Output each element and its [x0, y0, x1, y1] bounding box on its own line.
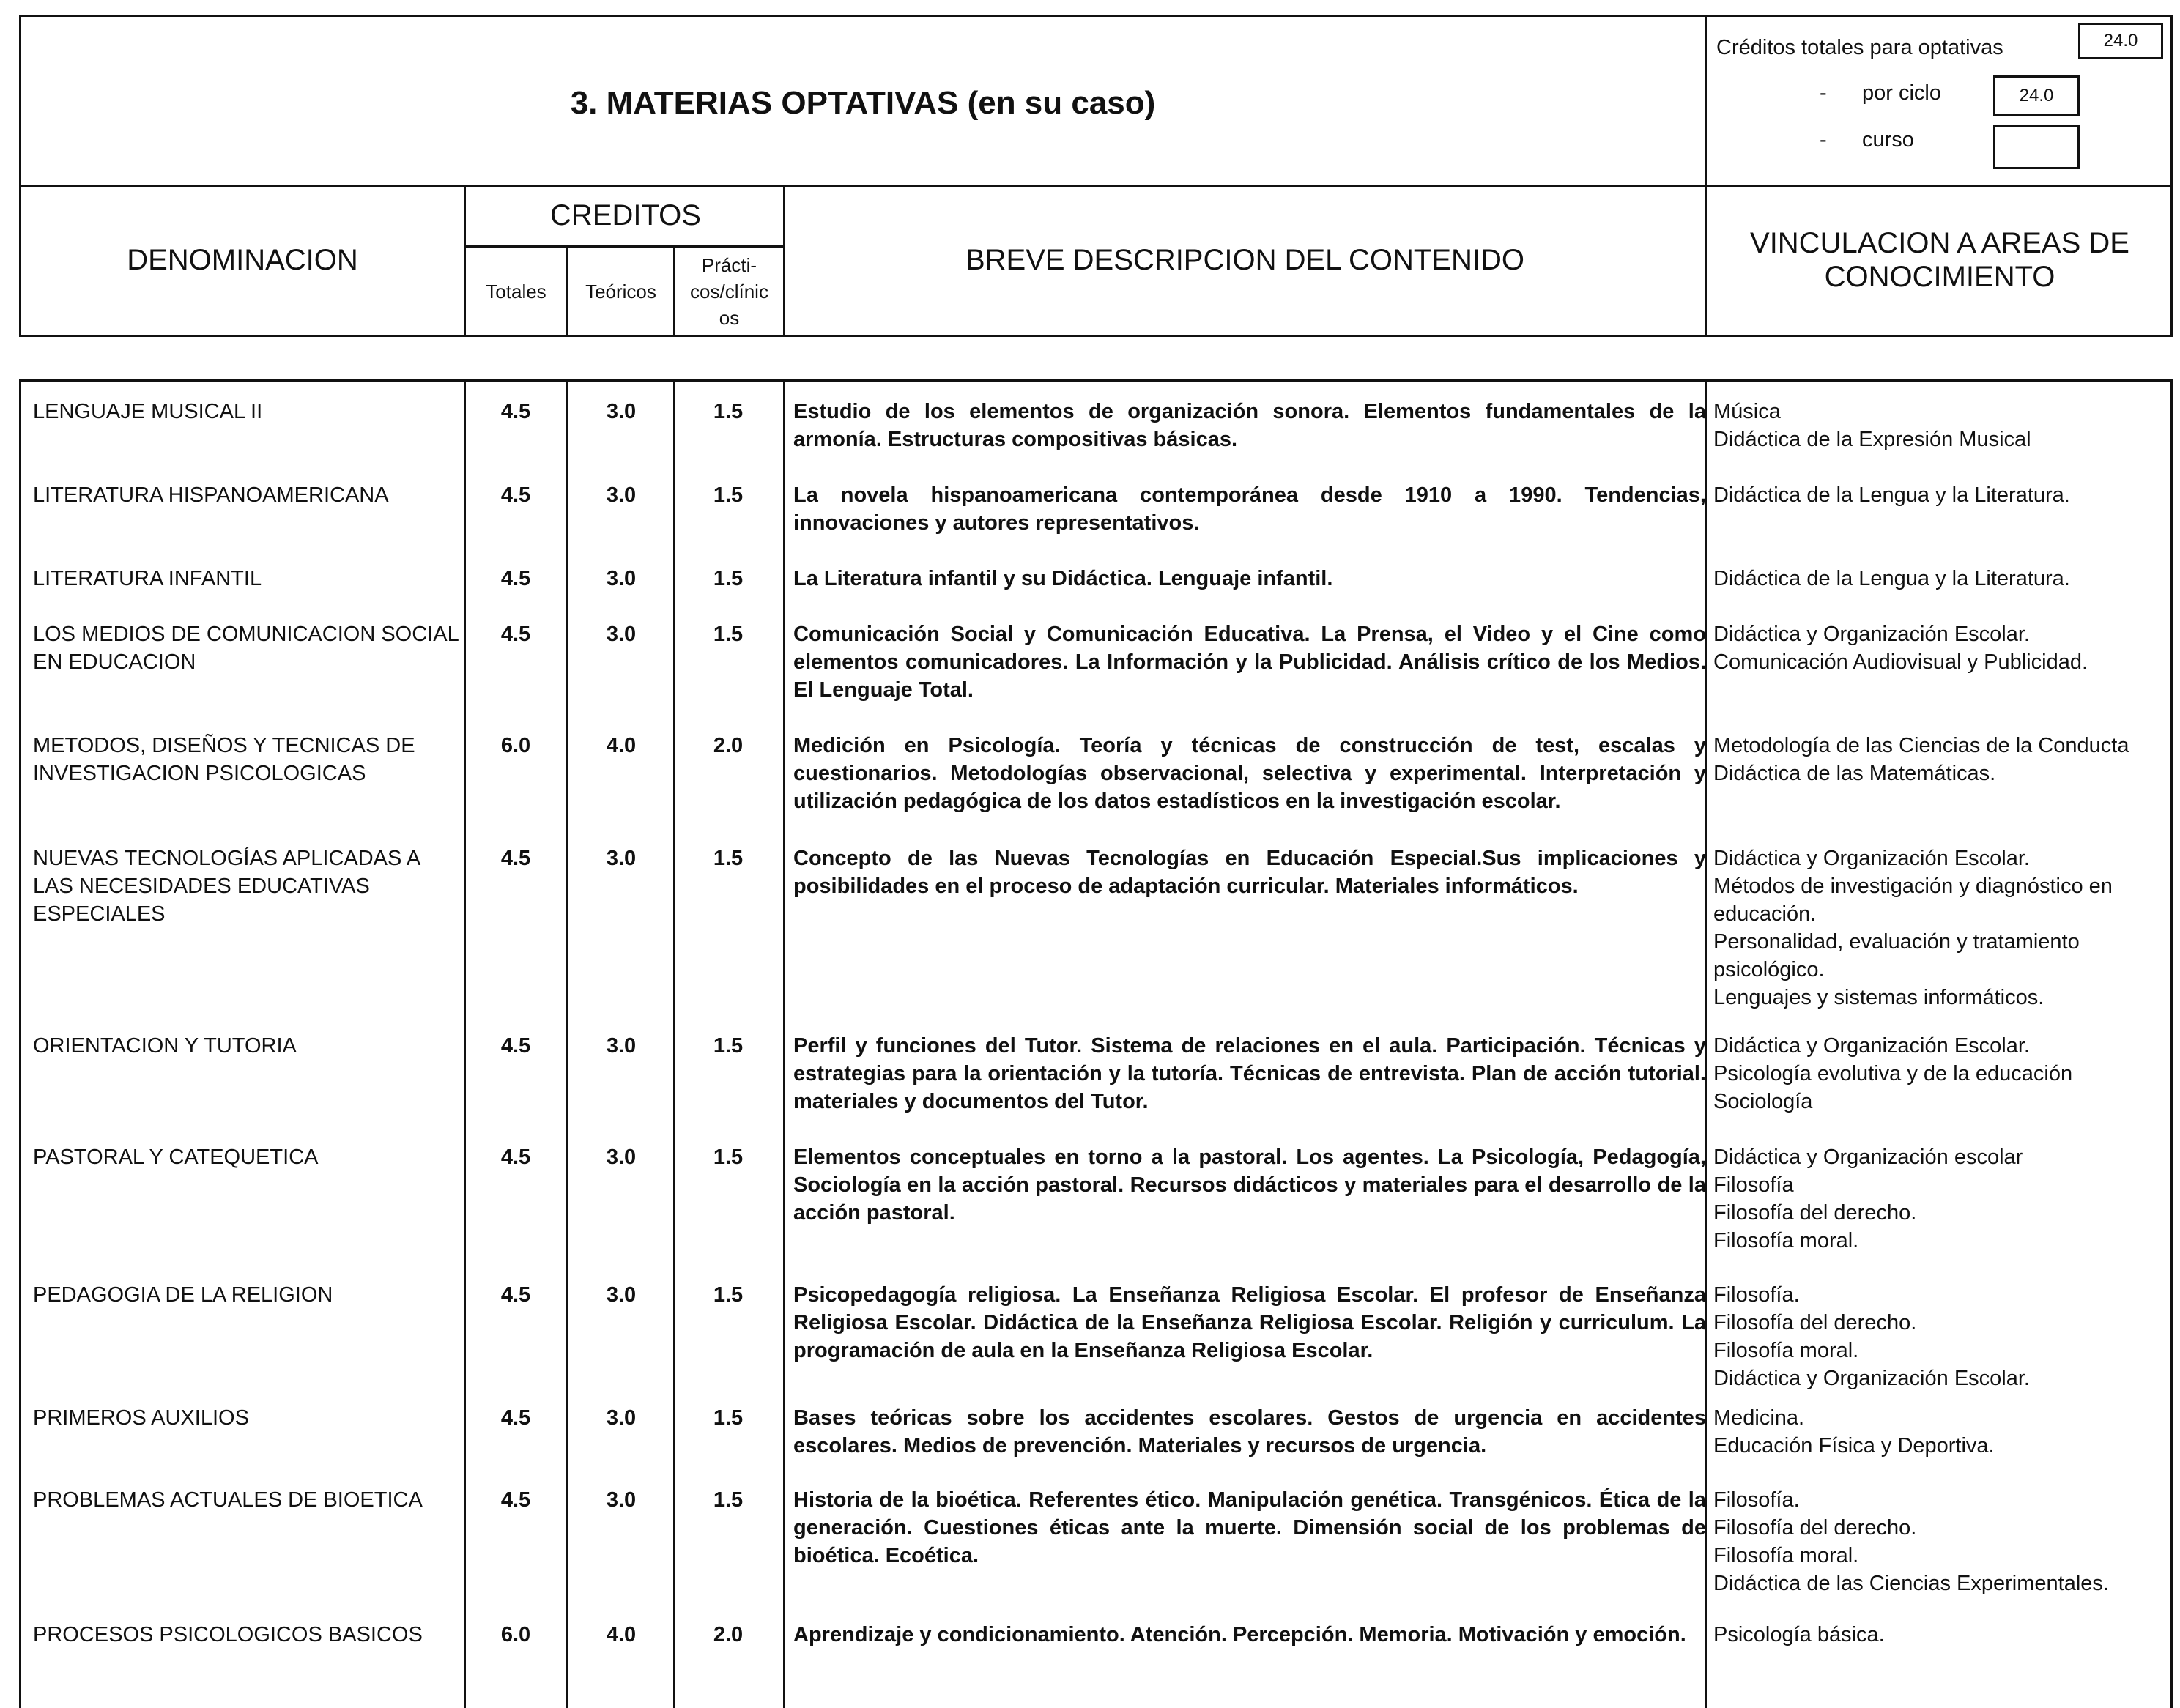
creditos-teoricos: 3.0	[606, 483, 637, 507]
vinculacion-areas	[1713, 565, 2168, 593]
area-item: Metodología de las Ciencias de la Conducta	[1713, 734, 2129, 757]
area-item: Sociología	[1713, 1090, 1813, 1113]
materia-description: La Literatura infantil y su Didáctica. Lenguaje infantil.	[793, 567, 1333, 590]
area-item: Didáctica y Organización Escolar.	[1713, 847, 2030, 870]
area-item: Didáctica de la Expresión Musical	[1713, 428, 2031, 451]
vinculacion-areas	[1713, 1281, 2168, 1392]
area-item: Didáctica de las Ciencias Experimentales.	[1713, 1572, 2109, 1595]
vinculacion-areas	[1713, 1143, 2168, 1255]
materias-table	[19, 379, 2173, 1708]
vinculacion-areas	[1713, 1486, 2168, 1597]
area-item: Didáctica de la Lengua y la Literatura.	[1713, 483, 2070, 507]
area-item: Medicina.	[1713, 1406, 1805, 1430]
creditos-header: CREDITOS	[550, 198, 701, 231]
descripcion-header: BREVE DESCRIPCION DEL CONTENIDO	[965, 243, 1525, 276]
creditos-practicos: 1.5	[713, 1283, 744, 1307]
area-item: Personalidad, evaluación y tratamiento psicológico.	[1713, 930, 2080, 981]
materia-description: Historia de la bioética. Referentes ético. Manipulación genética. Transgénicos. Ética de la generación. Cuestiones éticas ante la muerte. Dimensión social de los problemas de bioética. Ecoética.	[793, 1488, 1706, 1567]
por-ciclo-label: - por ciclo	[1820, 81, 1941, 105]
vinculacion-areas	[1713, 1621, 2168, 1649]
creditos-practicos: 1.5	[713, 567, 744, 590]
creditos-totales: 4.5	[500, 1406, 531, 1430]
creditos-totales: 4.5	[500, 400, 531, 423]
area-item: Música	[1713, 400, 1781, 423]
creditos-teoricos: 3.0	[606, 623, 637, 646]
creditos-practicos: 1.5	[713, 400, 744, 423]
creditos-teoricos: 3.0	[606, 1034, 637, 1058]
creditos-practicos: 1.5	[713, 1146, 744, 1169]
creditos-totales: 4.5	[500, 567, 531, 590]
area-item: Lenguajes y sistemas informáticos.	[1713, 986, 2044, 1009]
vinculacion-areas	[1713, 620, 2168, 676]
vinculacion-areas	[1713, 844, 2168, 1011]
area-item: Filosofía del derecho.	[1713, 1516, 1917, 1540]
materia-description: Concepto de las Nuevas Tecnologías en Educación Especial.Sus implicaciones y posibilidades en el proceso de adaptación curricular. Materiales informáticos.	[793, 847, 1706, 898]
creditos-totales: 4.5	[500, 1034, 531, 1058]
totales-header: Totales	[486, 280, 546, 302]
creditos-teoricos: 4.0	[606, 734, 637, 757]
creditos-totales: 4.5	[500, 483, 531, 507]
creditos-totales: 4.5	[500, 847, 531, 870]
materia-name: PROBLEMAS ACTUALES DE BIOETICA	[33, 1488, 423, 1512]
materia-name: LOS MEDIOS DE COMUNICACION SOCIAL EN EDUCACION	[33, 623, 459, 674]
creditos-practicos: 1.5	[713, 1034, 744, 1058]
area-item: Didáctica y Organización Escolar.	[1713, 1367, 2030, 1390]
col-divider	[783, 382, 785, 1708]
area-item: Psicología evolutiva y de la educación	[1713, 1062, 2073, 1085]
creditos-teoricos: 3.0	[606, 1406, 637, 1430]
area-item: Didáctica de la Lengua y la Literatura.	[1713, 567, 2070, 590]
creditos-practicos: 2.0	[713, 734, 744, 757]
vinculacion-areas	[1713, 1032, 2168, 1115]
teoricos-header: Teóricos	[585, 280, 656, 302]
creditos-totales: 4.5	[500, 1283, 531, 1307]
vinculacion-areas	[1713, 481, 2168, 509]
area-item: Filosofía moral.	[1713, 1544, 1859, 1567]
area-item: Didáctica y Organización Escolar.	[1713, 623, 2030, 646]
materia-name: METODOS, DISEÑOS Y TECNICAS DE INVESTIGACION PSICOLOGICAS	[33, 734, 415, 785]
creditos-totales: 4.5	[500, 1146, 531, 1169]
creditos-practicos: 1.5	[713, 623, 744, 646]
creditos-teoricos: 3.0	[606, 1488, 637, 1512]
area-item: Filosofía.	[1713, 1283, 1800, 1307]
creditos-teoricos: 3.0	[606, 400, 637, 423]
materia-description: Psicopedagogía religiosa. La Enseñanza Religiosa Escolar. El profesor de Enseñanza Religiosa Escolar. Didáctica de la Enseñanza Religiosa Escolar. Religión y curriculum. La programación de aula en la Enseñanza Religiosa Escolar.	[793, 1283, 1706, 1362]
area-item: Filosofía del derecho.	[1713, 1311, 1917, 1334]
area-item: Didáctica y Organización escolar	[1713, 1146, 2023, 1169]
materia-description: Medición en Psicología. Teoría y técnicas de construcción de test, escalas y cuestionarios. Metodologías observacional, selectiva y experimental. Interpretación y utilización pedagógica de los datos estadísticos en la investigación escolar.	[793, 734, 1706, 813]
materia-description: Aprendizaje y condicionamiento. Atención. Percepción. Memoria. Motivación y emoción.	[793, 1623, 1686, 1646]
vinculacion-header: VINCULACION A AREAS DE CONOCIMIENTO	[1750, 227, 2129, 293]
materia-description: Comunicación Social y Comunicación Educativa. La Prensa, el Video y el Cine como elementos comunicadores. La Información y la Publicidad. Análisis crítico de los Medios. El Lenguaje Total.	[793, 623, 1706, 702]
creditos-totales-label: Créditos totales para optativas	[1716, 36, 2003, 59]
area-item: Filosofía.	[1713, 1488, 1800, 1512]
materia-name: LENGUAJE MUSICAL II	[33, 400, 263, 423]
col-divider	[673, 382, 675, 1708]
denominacion-header: DENOMINACION	[127, 243, 358, 276]
materia-description: Bases teóricas sobre los accidentes escolares. Gestos de urgencia en accidentes escolares. Medios de prevención. Materiales y recursos de urgencia.	[793, 1406, 1706, 1458]
por-ciclo-box: 24.0	[1993, 75, 2080, 116]
creditos-practicos: 1.5	[713, 1406, 744, 1430]
creditos-teoricos: 3.0	[606, 1283, 637, 1307]
creditos-teoricos: 3.0	[606, 567, 637, 590]
area-item: Filosofía del derecho.	[1713, 1201, 1917, 1225]
area-item: Didáctica y Organización Escolar.	[1713, 1034, 2030, 1058]
curso-label: - curso	[1820, 128, 1914, 152]
area-item: Filosofía moral.	[1713, 1339, 1859, 1362]
materia-description: La novela hispanoamericana contemporánea desde 1910 a 1990. Tendencias, innovaciones y autores representativos.	[793, 483, 1706, 535]
area-item: Métodos de investigación y diagnóstico en educación.	[1713, 875, 2113, 926]
creditos-practicos: 1.5	[713, 847, 744, 870]
materia-description: Estudio de los elementos de organización sonora. Elementos fundamentales de la armonía. Estructuras compositivas básicas.	[793, 400, 1706, 451]
creditos-practicos: 2.0	[713, 1623, 744, 1646]
materia-name: LITERATURA HISPANOAMERICANA	[33, 483, 389, 507]
materia-name: PASTORAL Y CATEQUETICA	[33, 1146, 319, 1169]
vinculacion-areas	[1713, 398, 2168, 453]
area-item: Psicología básica.	[1713, 1623, 1885, 1646]
area-item: Comunicación Audiovisual y Publicidad.	[1713, 650, 2088, 674]
curso-box	[1993, 125, 2080, 169]
materia-name: PEDAGOGIA DE LA RELIGION	[33, 1283, 333, 1307]
creditos-totales: 4.5	[500, 623, 531, 646]
header-box	[19, 15, 2173, 337]
materia-description: Perfil y funciones del Tutor. Sistema de relaciones en el aula. Participación. Técnicas y estrategias para la orientación y la tutoría. Técnicas de entrevista. Plan de acción tutorial. materiales y documentos del Tutor.	[793, 1034, 1706, 1113]
col-divider	[566, 382, 568, 1708]
area-item: Filosofía	[1713, 1173, 1794, 1197]
page-title: 3. MATERIAS OPTATIVAS (en su caso)	[570, 85, 1156, 121]
materia-name: LITERATURA INFANTIL	[33, 567, 262, 590]
creditos-practicos: 1.5	[713, 1488, 744, 1512]
materia-description: Elementos conceptuales en torno a la pastoral. Los agentes. La Psicología, Pedagogía, Sociología en la acción pastoral. Recursos didácticos y materiales para el desarrollo de la acción pastoral.	[793, 1146, 1706, 1225]
materia-name: NUEVAS TECNOLOGÍAS APLICADAS A LAS NECESIDADES EDUCATIVAS ESPECIALES	[33, 847, 420, 926]
creditos-teoricos: 4.0	[606, 1623, 637, 1646]
creditos-totales: 6.0	[500, 734, 531, 757]
vinculacion-areas	[1713, 732, 2168, 787]
creditos-practicos: 1.5	[713, 483, 744, 507]
creditos-teoricos: 3.0	[606, 1146, 637, 1169]
materia-name: PRIMEROS AUXILIOS	[33, 1406, 249, 1430]
creditos-totales-box: 24.0	[2078, 23, 2163, 59]
vinculacion-areas	[1713, 1404, 2168, 1460]
materia-name: PROCESOS PSICOLOGICOS BASICOS	[33, 1623, 423, 1646]
area-item: Didáctica de las Matemáticas.	[1713, 762, 1996, 785]
area-item: Filosofía moral.	[1713, 1229, 1859, 1252]
creditos-totales: 4.5	[500, 1488, 531, 1512]
creditos-teoricos: 3.0	[606, 847, 637, 870]
area-item: Educación Física y Deportiva.	[1713, 1434, 1995, 1458]
materia-name: ORIENTACION Y TUTORIA	[33, 1034, 297, 1058]
practicos-header: Prácti- cos/clínic os	[690, 253, 768, 329]
creditos-totales: 6.0	[500, 1623, 531, 1646]
